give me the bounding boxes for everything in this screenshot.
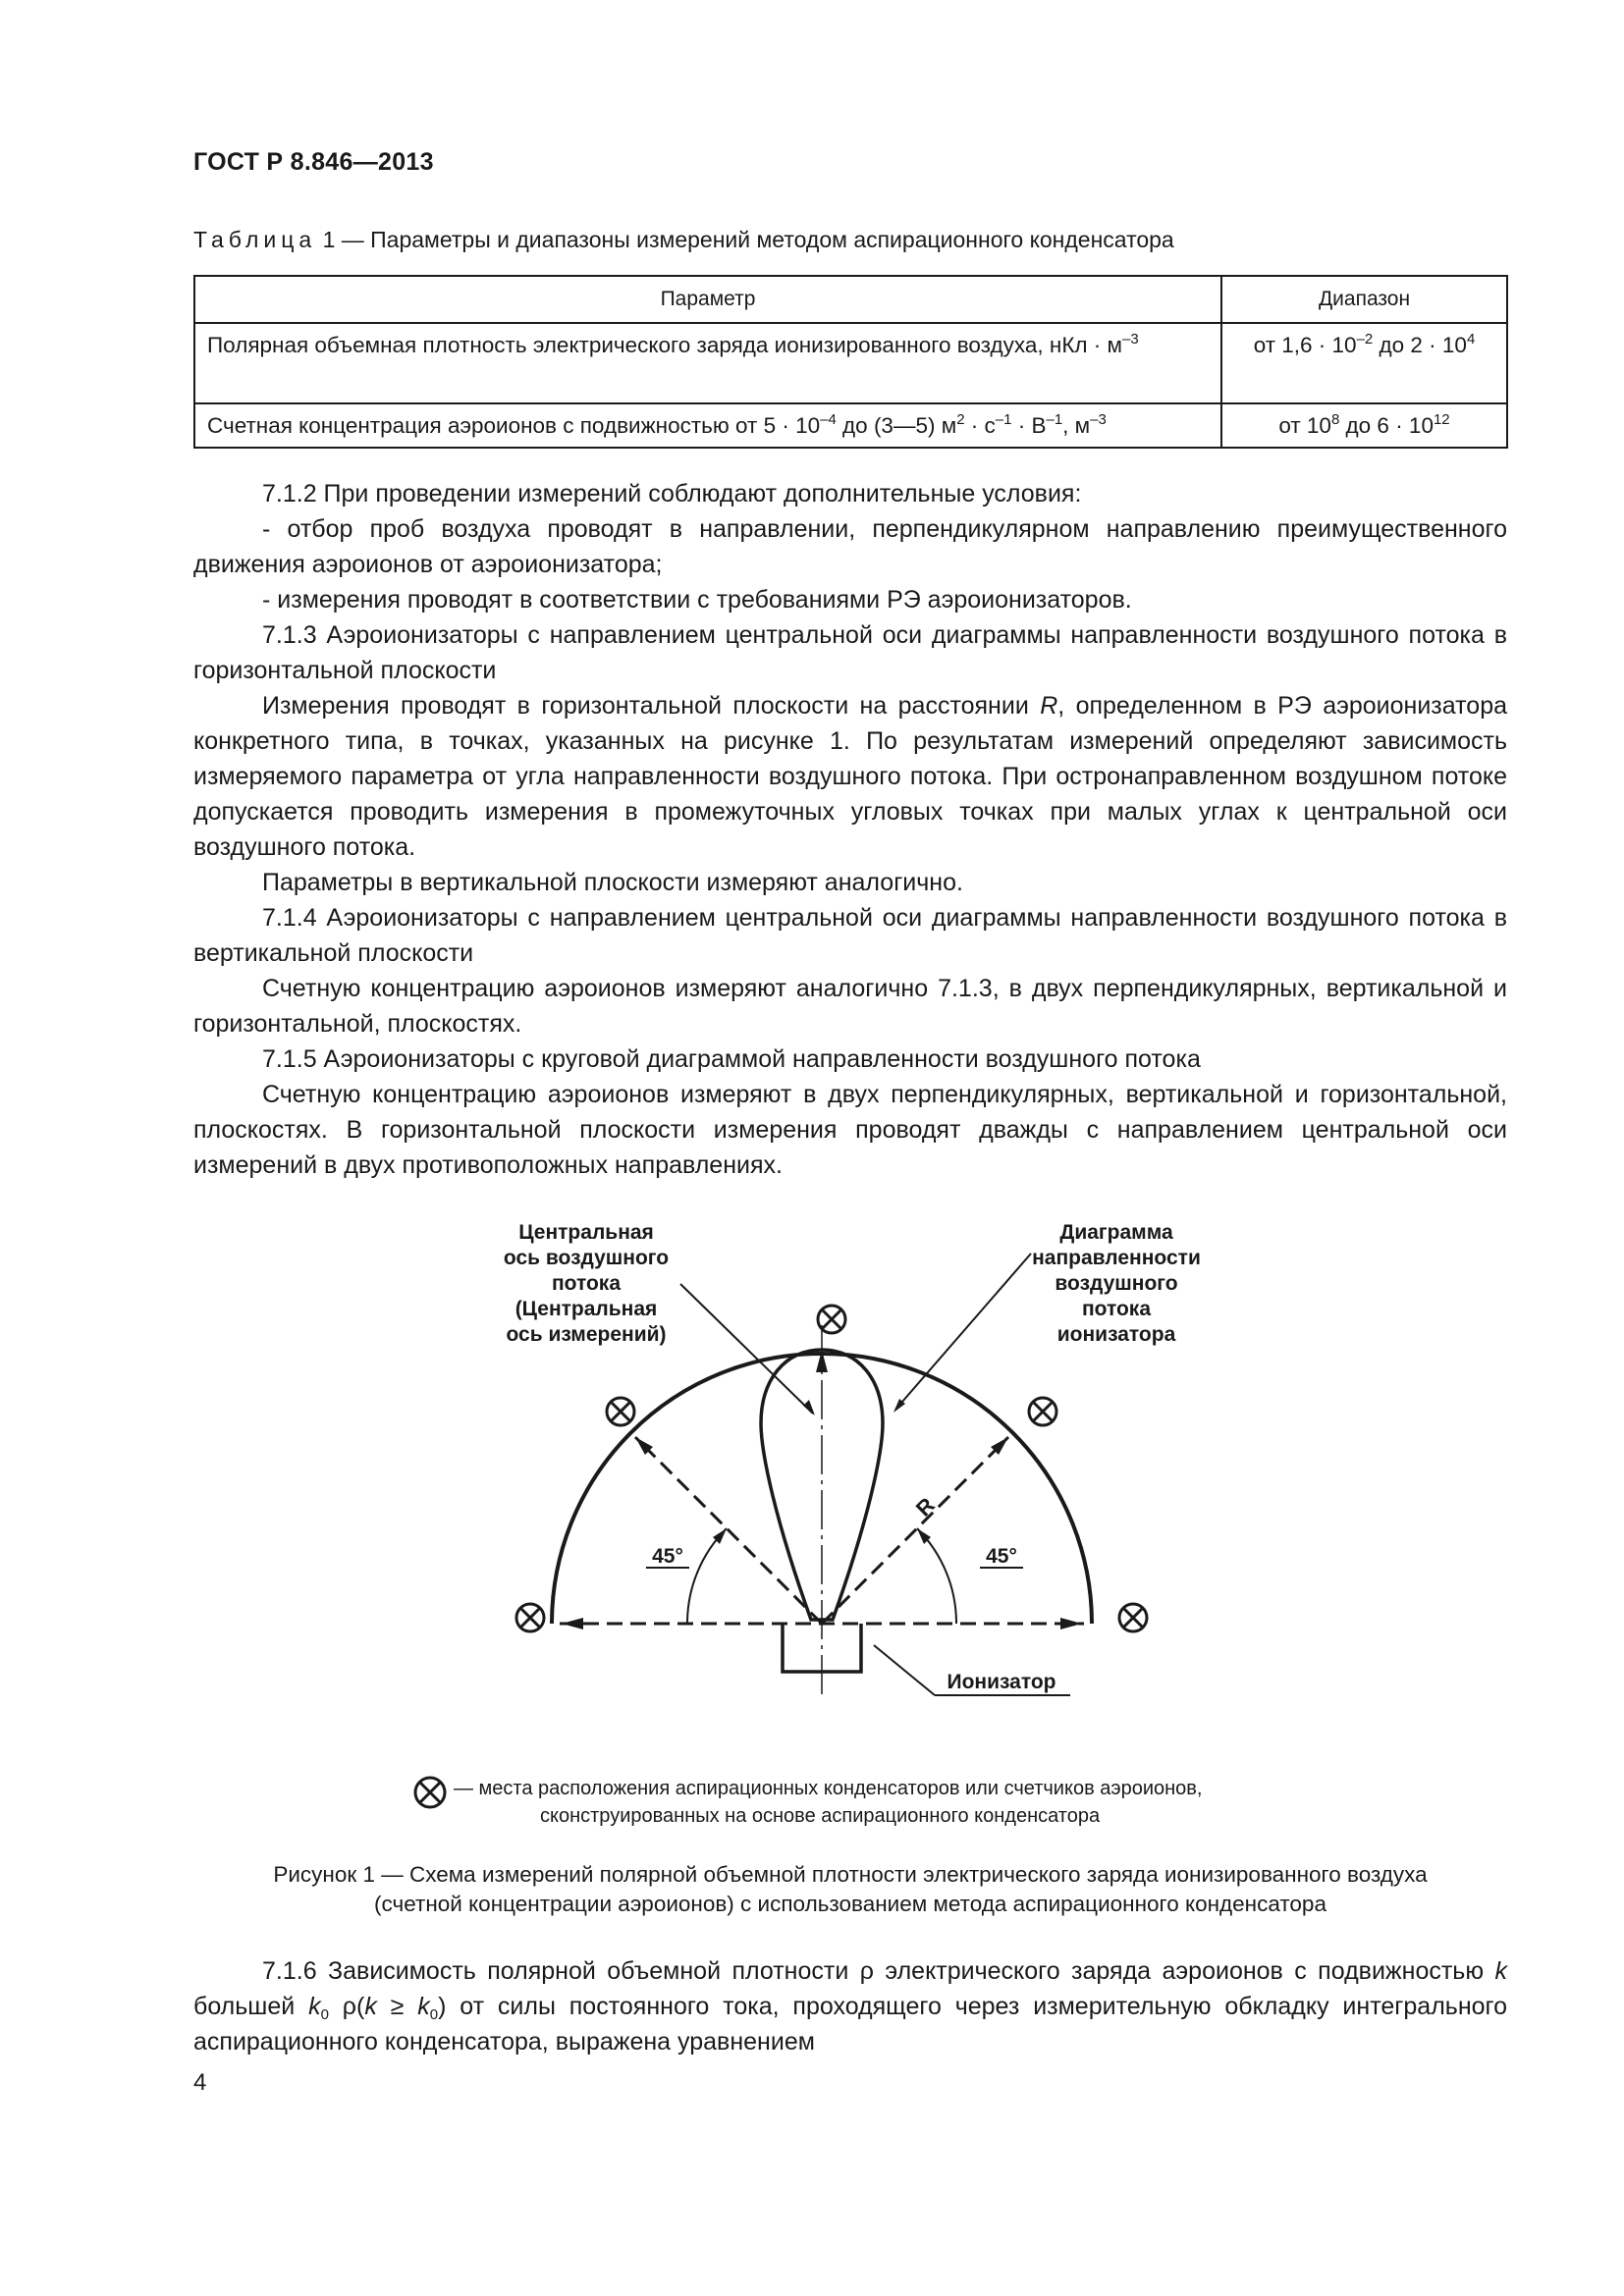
table-caption [193, 227, 1174, 253]
measurement-point-right [1119, 1604, 1147, 1631]
p713a-post: , определенном в РЭ аэроионизатора конкретного типа, в точках, указанных на рисунке 1. По результатам измерений определяют зависимость измеряемого параметра от угла направленности воздушного потока. При остронаправленном воздушном потоке допускается проводить измерения в промежуточных угловых точках при малых углах к центральной оси воздушного потока. [193, 692, 1508, 861]
figure-caption-line-2: (счетной концентрации аэроионов) с использованием метода аспирационного конденсатора [374, 1892, 1326, 1916]
row2-param-d: · В [1011, 413, 1047, 438]
p716-a: 7.1.6 Зависимость полярной объемной плотности ρ электрического заряда аэроионов с подвижностью [262, 1957, 1495, 1985]
label-axis-line-2: ось воздушного [503, 1247, 670, 1269]
table-row [194, 323, 1507, 403]
table-header-row [194, 276, 1507, 323]
paragraph-7-1-3-text [193, 688, 1507, 865]
table-cell-range [1221, 403, 1507, 448]
p716-e: ) от силы постоянного тока, проходящего через измерительную обкладку интегрального аспирационного конденсатора, выражена уравнением [193, 1993, 1507, 2056]
angle-arc-right [917, 1528, 956, 1624]
row1-range-b: до 2 · 10 [1373, 333, 1467, 357]
table-cell-range [1221, 323, 1507, 403]
paragraph-7-1-4-heading: 7.1.4 Аэроионизаторы с направлением центральной оси диаграммы направленности воздушного потока в вертикальной плоскости [193, 904, 1507, 967]
row2-param-c: · с [964, 413, 996, 438]
measurement-point-icon [412, 1775, 448, 1810]
table-row [194, 403, 1507, 448]
row1-range-b-exp: 4 [1466, 331, 1476, 347]
label-diagram-line-1: Диаграмма [1059, 1221, 1173, 1244]
row2-param-a: Счетная концентрация аэроионов с подвижностью от 5 · 10 [207, 413, 821, 438]
paragraph-7-1-2: 7.1.2 При проведении измерений соблюдают дополнительные условия: [262, 480, 1082, 507]
arrow-left [562, 1618, 583, 1629]
measurement-point-upper-right [1029, 1398, 1056, 1425]
p716-k2: k [364, 1993, 377, 2020]
row2-range-b-exp: 12 [1433, 411, 1450, 428]
p713a-var: R [1040, 692, 1058, 720]
paragraph-7-1-3-vertical: Параметры в вертикальной плоскости измеряют аналогично. [262, 869, 963, 896]
arrow-right [1060, 1618, 1082, 1629]
p716-d: ≥ [376, 1993, 418, 2020]
paragraph-7-1-2-bullet-2: - измерения проводят в соответствии с требованиями РЭ аэроионизаторов. [262, 586, 1132, 614]
label-axis-line-1: Центральная [518, 1221, 654, 1244]
legend-line-1: — места расположения аспирационных конденсаторов или счетчиков аэроионов, [454, 1778, 1203, 1799]
measurement-scheme-figure [481, 1207, 1201, 1718]
label-diagram-line-5: ионизатора [1056, 1323, 1176, 1346]
measurement-point-top [818, 1306, 845, 1333]
p713a-pre: Измерения проводят в горизонтальной плоскости на расстоянии [262, 692, 1041, 720]
row1-range-a: от 1,6 · 10 [1253, 333, 1357, 357]
measurement-point-left [516, 1604, 544, 1631]
parameters-table [193, 275, 1508, 449]
label-diagram-line-4: потока [1081, 1298, 1152, 1320]
row2-param-e-exp: –3 [1090, 411, 1107, 428]
paragraph-7-1-5-heading: 7.1.5 Аэроионизаторы с круговой диаграммой направленности воздушного потока [262, 1045, 1201, 1073]
row1-param-text: Полярная объемная плотность электрического заряда ионизированного воздуха, нКл · м [207, 333, 1123, 357]
p716-k0: k [308, 1993, 321, 2020]
label-ionizer: Ионизатор [947, 1671, 1056, 1693]
row2-param-b-exp: 2 [956, 411, 965, 428]
legend-line-2: сконструированных на основе аспирационного конденсатора [540, 1805, 1101, 1827]
row2-range-a: от 10 [1278, 413, 1331, 438]
paragraph-7-1-3-heading: 7.1.3 Аэроионизаторы с направлением центральной оси диаграммы направленности воздушного потока в горизонтальной плоскости [193, 621, 1507, 684]
table-cell-parameter [194, 403, 1221, 448]
diagonal-left-dashed [635, 1437, 822, 1624]
paragraph-7-1-6 [193, 1953, 1507, 2059]
angle-arc-left [687, 1528, 727, 1624]
label-diagram-line-2: направленности [1032, 1247, 1201, 1269]
label-angle-right: 45° [986, 1545, 1017, 1568]
label-radius: R [910, 1492, 940, 1522]
p716-k: k [1494, 1957, 1507, 1985]
p716-sub1: 0 [429, 2006, 439, 2023]
measurement-point-upper-left [607, 1398, 634, 1425]
diagonal-right-dashed [822, 1437, 1008, 1624]
p716-c: ρ( [328, 1993, 365, 2020]
label-diagram-line-3: воздушного [1055, 1272, 1178, 1295]
document-header: ГОСТ Р 8.846—2013 [193, 148, 434, 176]
leader-diagram [895, 1254, 1031, 1410]
leader-arrow-axis [803, 1400, 815, 1415]
row1-param-exp: –3 [1122, 331, 1139, 347]
leader-central-axis [680, 1284, 813, 1414]
body-text-lower [193, 1953, 1507, 2059]
table-caption-text: 1 — Параметры и диапазоны измерений методом аспирационного конденсатора [316, 227, 1174, 252]
row2-param-d-exp: –1 [1046, 411, 1063, 428]
row2-param-e: , м [1062, 413, 1091, 438]
paragraph-7-1-5-text: Счетную концентрацию аэроионов измеряют в двух перпендикулярных, вертикальной и горизонтальной, плоскостях. В горизонтальной плоскости измерения проводят дважды с направлением центральной оси измерений в двух противоположных направлениях. [193, 1081, 1507, 1179]
table-caption-word: Таблица [193, 227, 317, 252]
page-number: 4 [193, 2069, 207, 2096]
figure-caption-line-1: Рисунок 1 — Схема измерений полярной объемной плотности электрического заряда ионизированного воздуха [273, 1862, 1428, 1887]
row2-range-b: до 6 · 10 [1339, 413, 1434, 438]
row1-range-a-exp: –2 [1356, 331, 1374, 347]
label-angle-left: 45° [652, 1545, 683, 1568]
p716-k3: k [417, 1993, 430, 2020]
row2-param-c-exp: –1 [995, 411, 1012, 428]
paragraph-7-1-2-bullet-1: - отбор проб воздуха проводят в направлении, перпендикулярном направлению преимущественного движения аэроионов от аэроионизатора; [193, 515, 1507, 578]
label-axis-line-3: потока [551, 1272, 622, 1295]
label-axis-line-4: (Центральная [514, 1298, 658, 1320]
col-header-range: Диапазон [1221, 276, 1507, 323]
label-axis-line-5: ось измерений) [506, 1323, 667, 1346]
row2-param-b: до (3—5) м [836, 413, 957, 438]
table-cell-parameter [194, 323, 1221, 403]
row2-param-a-exp: –4 [820, 411, 837, 428]
figure-caption [193, 1860, 1507, 1919]
p716-sub0: 0 [320, 2006, 329, 2023]
p716-b: большей [193, 1993, 309, 2020]
leader-ionizer [874, 1645, 935, 1695]
row2-range-a-exp: 8 [1330, 411, 1340, 428]
paragraph-7-1-4-text: Счетную концентрацию аэроионов измеряют аналогично 7.1.3, в двух перпендикулярных, вертикальной и горизонтальной, плоскостях. [193, 975, 1507, 1038]
body-text-upper [193, 476, 1507, 1183]
col-header-parameter: Параметр [194, 276, 1221, 323]
